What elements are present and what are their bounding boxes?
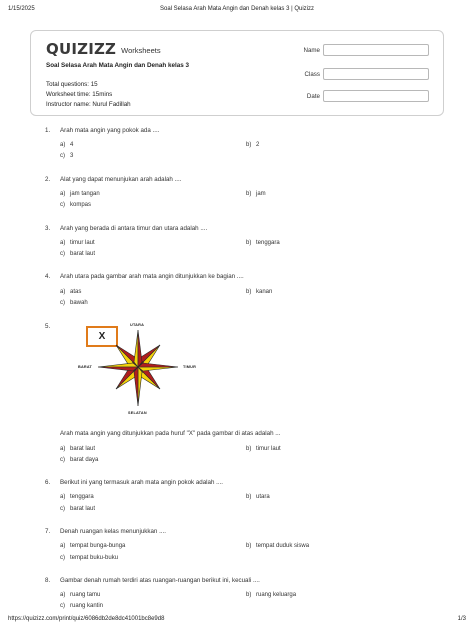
- logo-wordmark: QUIZIZZ: [46, 40, 117, 58]
- question-number: 1.: [45, 127, 51, 134]
- date-field[interactable]: [323, 90, 429, 102]
- option: c) bawah: [60, 300, 88, 306]
- option: c) ruang kantin: [60, 603, 104, 609]
- option: b) utara: [246, 494, 270, 500]
- print-footer: [8, 616, 466, 626]
- option: a) ruang tamu: [60, 592, 101, 598]
- name-field[interactable]: [323, 44, 429, 56]
- question-text: Denah ruangan kelas menunjukkan ....: [60, 528, 166, 535]
- logo-subtitle: Worksheets: [121, 45, 161, 55]
- option: b) jam: [246, 191, 266, 197]
- option: c) 3: [60, 153, 74, 159]
- class-label: Class: [304, 71, 320, 78]
- question-text: Gambar denah rumah terdiri atas ruangan-ruangan berikut ini, kecuali ....: [60, 577, 260, 584]
- print-date: 1/15/2025: [8, 6, 35, 12]
- label-south: SELATAN: [128, 411, 147, 415]
- class-field[interactable]: [323, 68, 429, 80]
- option: c) barat laut: [60, 506, 96, 512]
- option: a) jam tangan: [60, 191, 100, 197]
- worksheet-time: Worksheet time: 15mins: [46, 91, 113, 98]
- quizizz-logo: [46, 40, 161, 58]
- option: b) timur laut: [246, 446, 281, 452]
- question-number: 8.: [45, 577, 51, 584]
- option: c) kompas: [60, 202, 92, 208]
- option: a) tenggara: [60, 494, 94, 500]
- name-label: Name: [303, 47, 320, 54]
- question-text: Arah mata angin yang pokok ada ....: [60, 127, 160, 134]
- option: a) 4: [60, 142, 74, 148]
- option: c) tempat buku-buku: [60, 555, 119, 561]
- option: a) timur laut: [60, 240, 95, 246]
- question-number: 4.: [45, 273, 51, 280]
- question-number: 5.: [45, 323, 51, 330]
- print-url: https://quizizz.com/print/quiz/6086db2de8dc41001bc8e9d8: [8, 616, 165, 622]
- date-label: Date: [306, 93, 320, 100]
- question-number: 7.: [45, 528, 51, 535]
- question-text: Alat yang dapat menunjukan arah adalah ....: [60, 176, 182, 183]
- label-west: BARAT: [78, 365, 93, 369]
- page-number: 1/3: [457, 616, 466, 622]
- question-number: 6.: [45, 479, 51, 486]
- compass-figure: [76, 322, 206, 422]
- print-title: Soal Selasa Arah Mata Angin dan Denah kelas 3 | Quizizz: [160, 6, 314, 12]
- option: b) kanan: [246, 289, 273, 295]
- worksheet-title: Soal Selasa Arah Mata Angin dan Denah kelas 3: [46, 62, 190, 69]
- question-text: Arah mata angin yang ditunjukkan pada huruf "X" pada gambar di atas adalah ...: [60, 430, 281, 437]
- total-questions: Total questions: 15: [46, 81, 98, 88]
- option: a) barat laut: [60, 446, 96, 452]
- option: b) tenggara: [246, 240, 280, 246]
- compass-rose-icon: [76, 322, 206, 422]
- question-number: 2.: [45, 176, 51, 183]
- option: b) tempat duduk siswa: [246, 543, 310, 549]
- label-north: UTARA: [130, 323, 145, 327]
- question-text: Arah utara pada gambar arah mata angin ditunjukkan ke bagian ....: [60, 273, 244, 280]
- print-header: [8, 6, 466, 16]
- question-text: Berikut ini yang termasuk arah mata angin pokok adalah ....: [60, 479, 224, 486]
- instructor-name: Instructor name: Nurul Fadillah: [46, 101, 131, 108]
- option: c) barat daya: [60, 457, 99, 463]
- worksheet-header-card: [30, 30, 444, 116]
- question-number: 3.: [45, 225, 51, 232]
- option: c) barat laut: [60, 251, 96, 257]
- option: a) atas: [60, 289, 82, 295]
- question-text: Arah yang berada di antara timur dan utara adalah ....: [60, 225, 208, 232]
- option: b) 2: [246, 142, 260, 148]
- option: a) tempat bunga-bunga: [60, 543, 126, 549]
- label-east: TIMUR: [183, 365, 197, 369]
- x-mark: X: [98, 331, 106, 342]
- option: b) ruang keluarga: [246, 592, 297, 598]
